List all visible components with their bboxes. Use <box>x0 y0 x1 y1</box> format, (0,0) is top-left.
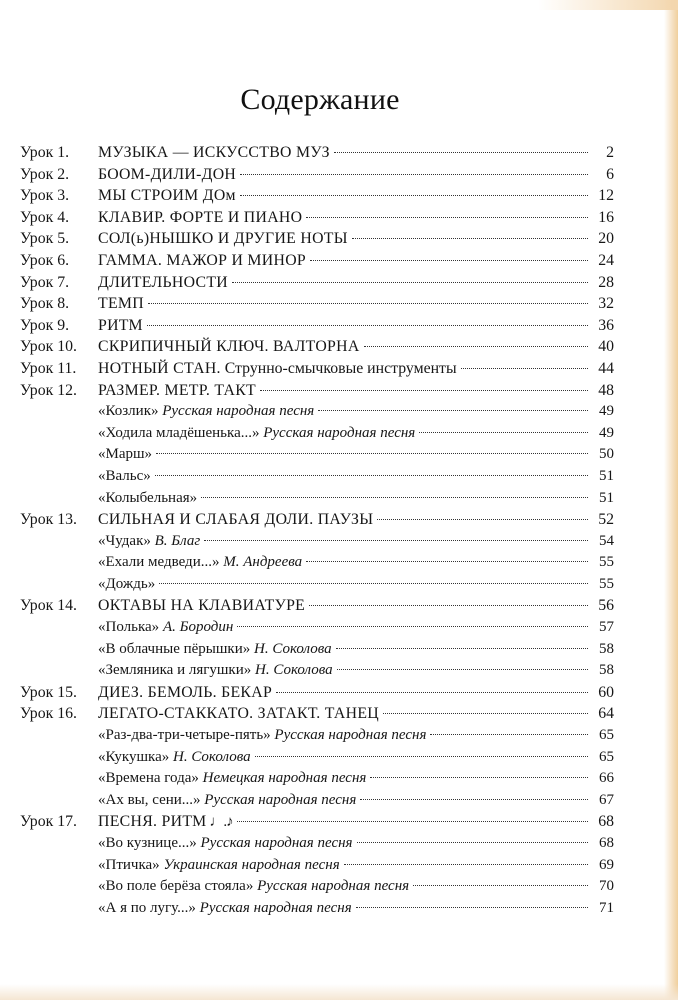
page-bottom-shading <box>0 984 678 1000</box>
lesson-subtitle: Струнно-смычковые инструменты <box>224 359 457 377</box>
song-author: В. Благ <box>154 532 201 549</box>
dot-leader <box>260 390 588 391</box>
dot-leader <box>344 864 588 865</box>
song-title: «Птичка» <box>98 856 160 873</box>
toc-song-row <box>20 747 614 769</box>
toc-entry-text <box>98 358 457 380</box>
toc-song-row <box>20 574 614 596</box>
page-number: 67 <box>599 791 614 808</box>
toc-song-row <box>20 488 614 510</box>
toc-song-row <box>20 833 614 855</box>
lesson-number: Урок 12. <box>20 381 77 399</box>
lesson-number: Урок 6. <box>20 251 70 269</box>
rhythm-notes-icon: ♩.♪ <box>209 814 233 831</box>
page-number: 24 <box>598 251 614 269</box>
song-author: М. Андреева <box>223 554 303 571</box>
toc-lesson-row <box>20 250 614 272</box>
toc-entry <box>98 228 614 250</box>
dot-leader <box>237 626 588 627</box>
toc-entry <box>98 898 614 920</box>
page-number: 55 <box>599 554 614 571</box>
dot-leader <box>276 692 588 693</box>
toc-lesson-row <box>20 272 614 294</box>
toc-entry <box>98 725 614 747</box>
toc-entry <box>98 703 614 725</box>
lesson-number: Урок 7. <box>20 273 70 291</box>
toc-song-row <box>20 466 614 488</box>
lesson-number: Урок 9. <box>20 316 70 334</box>
song-title: «Раз-два-три-четыре-пять» <box>98 727 271 744</box>
page-number: 32 <box>598 295 614 313</box>
page-number: 44 <box>598 359 614 377</box>
page-number: 60 <box>598 683 614 701</box>
song-title: «Земляника и лягушки» <box>98 662 252 679</box>
lesson-number: Урок 15. <box>20 683 77 701</box>
page-number: 65 <box>599 748 614 765</box>
page-number: 65 <box>599 727 614 744</box>
song-author: Русская народная песня <box>162 403 315 420</box>
toc-lesson-row <box>20 358 614 380</box>
toc-entry-text <box>98 725 426 747</box>
page-edge-shading <box>664 0 678 1000</box>
toc-song-row <box>20 768 614 790</box>
toc-entry <box>98 595 614 617</box>
song-title: «Вальс» <box>98 467 151 484</box>
song-author: Русская народная песня <box>257 878 410 895</box>
toc-entry <box>98 207 614 229</box>
song-author: Н. Соколова <box>254 640 332 657</box>
toc-entry-text <box>98 488 197 510</box>
toc-song-row <box>20 725 614 747</box>
lesson-title: НОТНЫЙ СТАН. <box>98 359 221 377</box>
toc-entry-text <box>98 401 314 423</box>
page-number: 40 <box>598 338 614 356</box>
song-author: Русская народная песня <box>274 727 427 744</box>
table-of-contents <box>20 142 614 919</box>
lesson-title: БООМ-ДИЛИ-ДОН <box>98 165 237 183</box>
page-title: Содержание <box>240 83 400 116</box>
lesson-number: Урок 13. <box>20 511 77 529</box>
toc-entry <box>98 315 614 337</box>
toc-song-row <box>20 660 614 682</box>
dot-leader <box>232 282 588 283</box>
song-author: Русская народная песня <box>204 791 357 808</box>
page-number: 58 <box>599 662 614 679</box>
dot-leader <box>377 519 588 520</box>
toc-entry <box>98 531 614 553</box>
page-number: 54 <box>599 532 614 549</box>
toc-song-row <box>20 552 614 574</box>
song-title: «Ходила младёшенька...» <box>98 424 260 441</box>
toc-lesson-row <box>20 336 614 358</box>
song-title: «А я по лугу...» <box>98 899 196 916</box>
lesson-number: Урок 4. <box>20 208 70 226</box>
toc-entry <box>98 574 614 596</box>
dot-leader <box>237 821 588 822</box>
lesson-title: ЛЕГАТО-СТАККАТО. ЗАТАКТ. ТАНЕЦ <box>98 705 379 723</box>
toc-entry <box>98 250 614 272</box>
dot-leader <box>310 260 588 261</box>
dot-leader <box>309 605 588 606</box>
toc-entry <box>98 552 614 574</box>
dot-leader <box>360 799 588 800</box>
song-title: «Времена года» <box>98 770 199 787</box>
song-title: «Кукушка» <box>98 748 170 765</box>
lesson-title: ПЕСНЯ. РИТМ <box>98 813 207 831</box>
dot-leader <box>337 669 588 670</box>
lesson-title: СКРИПИЧНЫЙ КЛЮЧ. ВАЛТОРНА <box>98 338 360 356</box>
lesson-number: Урок 10. <box>20 338 77 356</box>
toc-entry <box>98 466 614 488</box>
lesson-number: Урок 16. <box>20 705 77 723</box>
toc-entry-text <box>98 703 379 725</box>
page-number: 71 <box>599 899 614 916</box>
toc-song-row <box>20 423 614 445</box>
dot-leader <box>413 885 588 886</box>
page-number: 48 <box>598 381 614 399</box>
page-number: 16 <box>598 208 614 226</box>
page-number: 12 <box>598 187 614 205</box>
dot-leader <box>240 195 588 196</box>
page-number: 69 <box>599 856 614 873</box>
dot-leader <box>352 238 588 239</box>
dot-leader <box>383 713 588 714</box>
toc-entry-text <box>98 466 151 488</box>
toc-entry-text <box>98 574 155 596</box>
song-title: «Колыбельная» <box>98 489 198 506</box>
page-number: 28 <box>598 273 614 291</box>
toc-entry <box>98 401 614 423</box>
toc-entry-text <box>98 164 236 186</box>
page-number: 36 <box>598 316 614 334</box>
toc-song-row <box>20 401 614 423</box>
toc-entry-text <box>98 876 409 898</box>
toc-lesson-row <box>20 703 614 725</box>
toc-entry-text <box>98 142 330 164</box>
lesson-number: Урок 14. <box>20 597 77 615</box>
lesson-number: Урок 1. <box>20 144 70 161</box>
toc-entry <box>98 747 614 769</box>
dot-leader <box>357 842 588 843</box>
page-number: 50 <box>599 446 614 463</box>
toc-song-row <box>20 617 614 639</box>
toc-entry <box>98 336 614 358</box>
page-number: 20 <box>598 230 614 248</box>
song-author: Русская народная песня <box>199 899 352 916</box>
page-number: 49 <box>599 424 614 441</box>
toc-entry-text <box>98 790 356 812</box>
dot-leader <box>255 756 588 757</box>
dot-leader <box>306 217 588 218</box>
toc-entry-text <box>98 207 302 229</box>
toc-entry <box>98 142 614 164</box>
lesson-title: СИЛЬНАЯ И СЛАБАЯ ДОЛИ. ПАУЗЫ <box>98 511 374 529</box>
page-number: 57 <box>599 619 614 636</box>
lesson-number: Урок 17. <box>20 813 77 831</box>
page-number: 70 <box>599 878 614 895</box>
page-number: 52 <box>598 511 614 529</box>
toc-entry-text <box>98 293 144 315</box>
song-author: Н. Соколова <box>172 748 251 765</box>
song-title: «Дождь» <box>98 575 156 592</box>
toc-lesson-row <box>20 315 614 337</box>
dot-leader <box>336 648 588 649</box>
toc-lesson-row <box>20 509 614 531</box>
toc-entry-text <box>98 531 200 553</box>
dot-leader <box>306 561 588 562</box>
dot-leader <box>148 303 588 304</box>
toc-entry <box>98 185 614 207</box>
toc-song-row <box>20 876 614 898</box>
lesson-title: РИТМ <box>98 316 143 334</box>
toc-entry <box>98 272 614 294</box>
toc-song-row <box>20 898 614 920</box>
toc-song-row <box>20 639 614 661</box>
song-title: «Во кузнице...» <box>98 835 197 851</box>
toc-entry <box>98 682 614 704</box>
lesson-title: ОКТАВЫ НА КЛАВИАТУРЕ <box>98 597 306 615</box>
dot-leader <box>364 346 588 347</box>
song-author: Украинская народная песня <box>163 856 340 873</box>
toc-entry-text <box>98 617 233 639</box>
toc-entry-text <box>98 595 305 617</box>
toc-entry <box>98 768 614 790</box>
song-title: «Чудак» <box>98 532 151 549</box>
dot-leader <box>159 583 588 584</box>
song-author: Русская народная песня <box>200 835 353 851</box>
page-number: 51 <box>599 489 614 506</box>
toc-entry-text <box>98 855 340 877</box>
toc-entry-text <box>98 768 366 790</box>
toc-entry-text <box>98 185 236 207</box>
lesson-title: СОЛ(ь)НЫШКО И ДРУГИЕ НОТЫ <box>98 230 348 248</box>
toc-entry-text <box>98 747 251 769</box>
toc-entry-text <box>98 811 233 834</box>
toc-entry-text <box>98 228 348 250</box>
toc-song-row <box>20 790 614 812</box>
toc-entry <box>98 358 614 380</box>
toc-entry-text <box>98 509 373 531</box>
dot-leader <box>334 152 588 153</box>
toc-entry <box>98 509 614 531</box>
song-title: «В облачные пёрышки» <box>98 640 251 657</box>
song-title: «Во поле берёза стояла» <box>98 878 254 895</box>
page-number: 6 <box>606 165 614 183</box>
song-title: «Марш» <box>98 446 153 463</box>
toc-entry <box>98 617 614 639</box>
toc-entry <box>98 164 614 186</box>
toc-lesson-row <box>20 228 614 250</box>
dot-leader <box>147 325 588 326</box>
page-number: 2 <box>606 144 614 161</box>
toc-song-row <box>20 444 614 466</box>
dot-leader <box>240 174 588 175</box>
toc-entry-text <box>98 250 306 272</box>
dot-leader <box>318 410 588 411</box>
dot-leader <box>370 777 588 778</box>
dot-leader <box>156 453 588 454</box>
lesson-title: КЛАВИР. ФОРТЕ И ПИАНО <box>98 208 303 226</box>
dot-leader <box>461 368 588 369</box>
toc-entry-text <box>98 898 352 920</box>
toc-lesson-row <box>20 380 614 402</box>
song-author: Русская народная песня <box>263 424 416 441</box>
lesson-number: Урок 5. <box>20 230 70 248</box>
toc-entry <box>98 423 614 445</box>
dot-leader <box>430 734 588 735</box>
toc-lesson-row <box>20 207 614 229</box>
page-number: 55 <box>599 575 614 592</box>
toc-lesson-row <box>20 185 614 207</box>
page-number: 66 <box>599 770 614 787</box>
dot-leader <box>356 907 588 908</box>
song-author: Н. Соколова <box>255 662 333 679</box>
toc-entry-text <box>98 682 272 704</box>
song-author: А. Бородин <box>162 619 234 636</box>
toc-entry <box>98 855 614 877</box>
toc-entry-text <box>98 272 228 294</box>
lesson-number: Урок 8. <box>20 295 70 313</box>
toc-song-row <box>20 855 614 877</box>
toc-lesson-row <box>20 682 614 704</box>
toc-entry <box>98 639 614 661</box>
song-title: «Ехали медведи...» <box>98 554 220 571</box>
toc-entry-text <box>98 639 332 661</box>
toc-entry-text <box>98 552 302 574</box>
toc-entry <box>98 293 614 315</box>
song-title: «Полька» <box>98 619 160 636</box>
toc-entry-text <box>98 833 353 855</box>
toc-lesson-row <box>20 142 614 164</box>
song-author: Немецкая народная песня <box>202 770 367 787</box>
lesson-title: ДЛИТЕЛЬНОСТИ <box>98 273 228 291</box>
page-number: 56 <box>598 597 614 615</box>
toc-entry <box>98 380 614 402</box>
toc-entry <box>98 790 614 812</box>
toc-entry-text <box>98 315 143 337</box>
toc-entry-text <box>98 336 360 358</box>
page-number: 68 <box>599 835 614 851</box>
dot-leader <box>155 475 588 476</box>
page-number: 64 <box>598 705 614 723</box>
lesson-title: ДИЕЗ. БЕМОЛЬ. БЕКАР <box>98 683 273 701</box>
lesson-title: РАЗМЕР. МЕТР. ТАКТ <box>98 381 257 399</box>
toc-entry-text <box>98 660 333 682</box>
song-title: «Ах вы, сени...» <box>98 791 201 808</box>
song-title: «Козлик» <box>98 403 159 420</box>
lesson-number: Урок 2. <box>20 165 70 183</box>
page-number: 68 <box>598 813 614 831</box>
dot-leader <box>419 432 588 433</box>
lesson-title: ТЕМП <box>98 295 144 313</box>
toc-entry <box>98 876 614 898</box>
toc-lesson-row <box>20 293 614 315</box>
page-corner-shading <box>538 0 678 10</box>
toc-entry <box>98 833 614 855</box>
lesson-title: МЫ СТРОИМ ДОм <box>98 187 236 205</box>
toc-entry <box>98 660 614 682</box>
lesson-number: Урок 11. <box>20 359 77 377</box>
toc-entry-text <box>98 380 256 402</box>
toc-entry <box>98 444 614 466</box>
toc-song-row <box>20 531 614 553</box>
page-number: 58 <box>599 640 614 657</box>
lesson-title: ГАММА. МАЖОР И МИНОР <box>98 251 306 269</box>
page-number: 51 <box>599 467 614 484</box>
toc-lesson-row <box>20 811 614 833</box>
dot-leader <box>204 540 588 541</box>
toc-entry-text <box>98 444 152 466</box>
lesson-title: МУЗЫКА — ИСКУССТВО МУЗ <box>98 144 330 161</box>
dot-leader <box>201 497 588 498</box>
toc-entry <box>98 811 614 834</box>
lesson-number: Урок 3. <box>20 187 70 205</box>
toc-lesson-row <box>20 595 614 617</box>
toc-lesson-row <box>20 164 614 186</box>
toc-entry-text <box>98 423 415 445</box>
page-number: 49 <box>599 403 614 420</box>
toc-entry <box>98 488 614 510</box>
